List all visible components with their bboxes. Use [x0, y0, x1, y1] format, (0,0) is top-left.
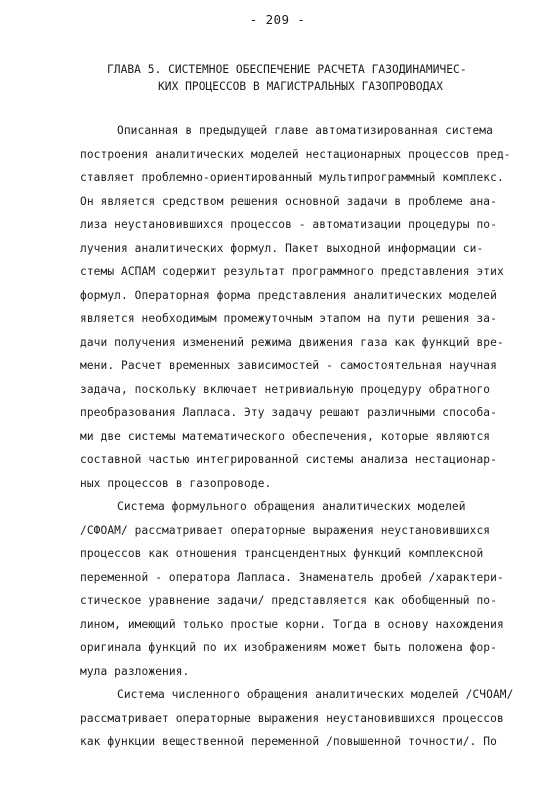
paragraph-1-line: является необходимым промежуточным этапом на пути решения за-	[80, 312, 497, 325]
paragraph-2-line: Система формульного обращения аналитических моделей	[117, 500, 466, 513]
paragraph-1-line: Описанная в предыдущей главе автоматизированная система	[117, 124, 493, 137]
paragraph-1-line: мени. Расчет временных зависимостей - самостоятельная научная	[80, 359, 497, 372]
paragraph-2-line: /СФОАМ/ рассматривает операторные выражения неустановившихся	[80, 524, 491, 537]
paragraph-3-line: рассматривает операторные выражения неустановившихся процессов	[80, 712, 504, 725]
paragraph-2-line: лином, имеющий только простые корни. Тогда в основу нахождения	[80, 618, 504, 631]
paragraph-1-line: лиза неустановившихся процессов - автоматизации процедуры по-	[80, 218, 497, 231]
paragraph-2-line: стическое уравнение задачи/ представляется как обобщенный по-	[80, 594, 497, 607]
paragraph-1-line: стемы АСПАМ содержит результат программного представления этих	[80, 265, 504, 278]
paragraph-2-line: переменной - оператора Лапласа. Знаменатель дробей /характери-	[80, 571, 504, 584]
paragraph-1-line: Он является средством решения основной задачи в проблеме ана-	[80, 195, 497, 208]
paragraph-2-line: процессов как отношения трансцендентных функций комплексной	[80, 547, 484, 560]
paragraph-3-line: Система численного обращения аналитических моделей /СЧОАМ/	[117, 688, 514, 701]
paragraph-3-line: как функции вещественной переменной /повышенной точности/. По	[80, 735, 497, 748]
page-number: - 209 -	[249, 12, 306, 27]
paragraph-1-line: дачи получения изменений режима движения газа как функций вре-	[80, 336, 504, 349]
chapter-heading-line-2: КИХ ПРОЦЕССОВ В МАГИСТРАЛЬНЫХ ГАЗОПРОВОДАХ	[158, 80, 443, 93]
chapter-heading-line-1: ГЛАВА 5. СИСТЕМНОЕ ОБЕСПЕЧЕНИЕ РАСЧЕТА ГАЗОДИНАМИЧЕС-	[107, 63, 467, 76]
paragraph-1-line: формул. Операторная форма представления аналитических моделей	[80, 289, 497, 302]
paragraph-1-line: составной частью интегрированной системы анализа нестационар-	[80, 453, 497, 466]
paragraph-1-line: ных процессов в газопроводе.	[80, 477, 272, 490]
paragraph-1-line: задача, поскольку включает нетривиальную процедуру обратного	[80, 383, 491, 396]
paragraph-2-line: оригинала функций по их изображениям может быть положена фор-	[80, 641, 497, 654]
paragraph-1-line: построения аналитических моделей нестационарных процессов пред-	[80, 148, 511, 161]
paragraph-2-line: мула разложения.	[80, 665, 190, 678]
paragraph-1-line: лучения аналитических формул. Пакет выходной информации си-	[80, 242, 484, 255]
paragraph-1-line: ставляет проблемно-ориентированный мультипрограммный комплекс.	[80, 171, 504, 184]
paragraph-1-line: преобразования Лапласа. Эту задачу решают различными способа-	[80, 406, 497, 419]
paragraph-1-line: ми две системы математического обеспечения, которые являются	[80, 430, 491, 443]
